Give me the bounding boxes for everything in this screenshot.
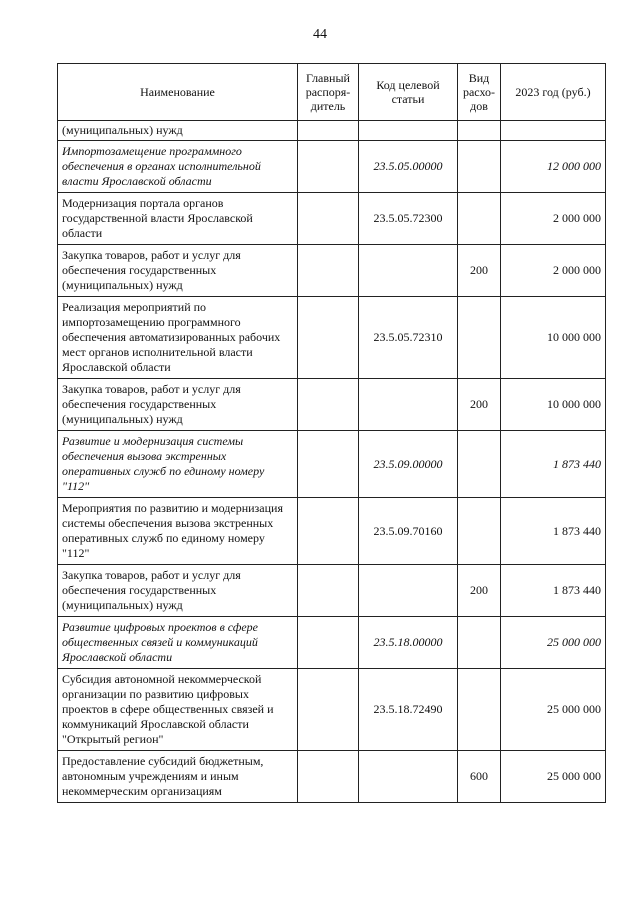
row-name: (муниципальных) нужд [58, 121, 298, 141]
row-name: Модернизация портала органов государственной власти Ярославской области [58, 193, 298, 245]
row-amount: 25 000 000 [501, 617, 606, 669]
row-code [359, 121, 458, 141]
row-manager [298, 297, 359, 379]
row-code: 23.5.05.72300 [359, 193, 458, 245]
row-name: Развитие и модернизация системы обеспечения вызова экстренных оперативных служб по единому номеру "112" [58, 431, 298, 498]
row-code [359, 245, 458, 297]
row-name: Закупка товаров, работ и услуг для обеспечения государственных (муниципальных) нужд [58, 245, 298, 297]
table-row [58, 669, 606, 751]
row-name: Развитие цифровых проектов в сфере общественных связей и коммуникаций Ярославской области [58, 617, 298, 669]
table-row [58, 297, 606, 379]
table-row [58, 565, 606, 617]
header-manager: Главный распоря-дитель [298, 64, 359, 121]
table-row [58, 121, 606, 141]
row-amount: 1 873 440 [501, 498, 606, 565]
header-name: Наименование [58, 64, 298, 121]
row-kind [458, 669, 501, 751]
header-kind: Вид расхо-дов [458, 64, 501, 121]
row-kind [458, 297, 501, 379]
row-code [359, 565, 458, 617]
row-manager [298, 245, 359, 297]
row-kind: 600 [458, 751, 501, 803]
table-row [58, 193, 606, 245]
row-kind: 200 [458, 245, 501, 297]
row-amount [501, 121, 606, 141]
row-kind [458, 617, 501, 669]
row-amount: 25 000 000 [501, 669, 606, 751]
row-amount: 10 000 000 [501, 297, 606, 379]
row-manager [298, 431, 359, 498]
table-row [58, 431, 606, 498]
row-manager [298, 141, 359, 193]
row-name: Предоставление субсидий бюджетным, автономным учреждениям и иным некоммерческим организациям [58, 751, 298, 803]
budget-table [57, 63, 606, 803]
row-name: Закупка товаров, работ и услуг для обеспечения государственных (муниципальных) нужд [58, 379, 298, 431]
row-manager [298, 565, 359, 617]
row-name: Реализация мероприятий по импортозамещению программного обеспечения автоматизированных рабочих мест органов исполнительной власти Ярославской области [58, 297, 298, 379]
row-kind [458, 141, 501, 193]
table-header-row [58, 64, 606, 121]
header-amount: 2023 год (руб.) [501, 64, 606, 121]
row-code: 23.5.18.72490 [359, 669, 458, 751]
table-row [58, 141, 606, 193]
row-amount: 1 873 440 [501, 431, 606, 498]
row-kind: 200 [458, 379, 501, 431]
row-manager [298, 193, 359, 245]
row-code: 23.5.05.72310 [359, 297, 458, 379]
row-code [359, 379, 458, 431]
row-name: Закупка товаров, работ и услуг для обеспечения государственных (муниципальных) нужд [58, 565, 298, 617]
row-manager [298, 669, 359, 751]
row-code [359, 751, 458, 803]
table-row [58, 379, 606, 431]
row-manager [298, 379, 359, 431]
row-name: Импортозамещение программного обеспечения в органах исполнительной власти Ярославской области [58, 141, 298, 193]
header-code: Код целевой статьи [359, 64, 458, 121]
row-manager [298, 121, 359, 141]
table-row [58, 617, 606, 669]
row-kind: 200 [458, 565, 501, 617]
row-kind [458, 498, 501, 565]
row-manager [298, 498, 359, 565]
row-code: 23.5.09.00000 [359, 431, 458, 498]
row-code: 23.5.09.70160 [359, 498, 458, 565]
row-amount: 1 873 440 [501, 565, 606, 617]
row-kind [458, 193, 501, 245]
table-row [58, 751, 606, 803]
row-code: 23.5.05.00000 [359, 141, 458, 193]
row-kind [458, 121, 501, 141]
row-amount: 10 000 000 [501, 379, 606, 431]
row-manager [298, 617, 359, 669]
row-manager [298, 751, 359, 803]
table-row [58, 498, 606, 565]
row-code: 23.5.18.00000 [359, 617, 458, 669]
page-number: 44 [313, 27, 327, 42]
row-amount: 12 000 000 [501, 141, 606, 193]
row-amount: 25 000 000 [501, 751, 606, 803]
row-amount: 2 000 000 [501, 193, 606, 245]
row-name: Субсидия автономной некоммерческой организации по развитию цифровых проектов в сфере общественных связей и коммуникаций Ярославской области "Открытый регион" [58, 669, 298, 751]
row-amount: 2 000 000 [501, 245, 606, 297]
row-kind [458, 431, 501, 498]
row-name: Мероприятия по развитию и модернизация системы обеспечения вызова экстренных оперативных служб по единому номеру "112" [58, 498, 298, 565]
table-row [58, 245, 606, 297]
